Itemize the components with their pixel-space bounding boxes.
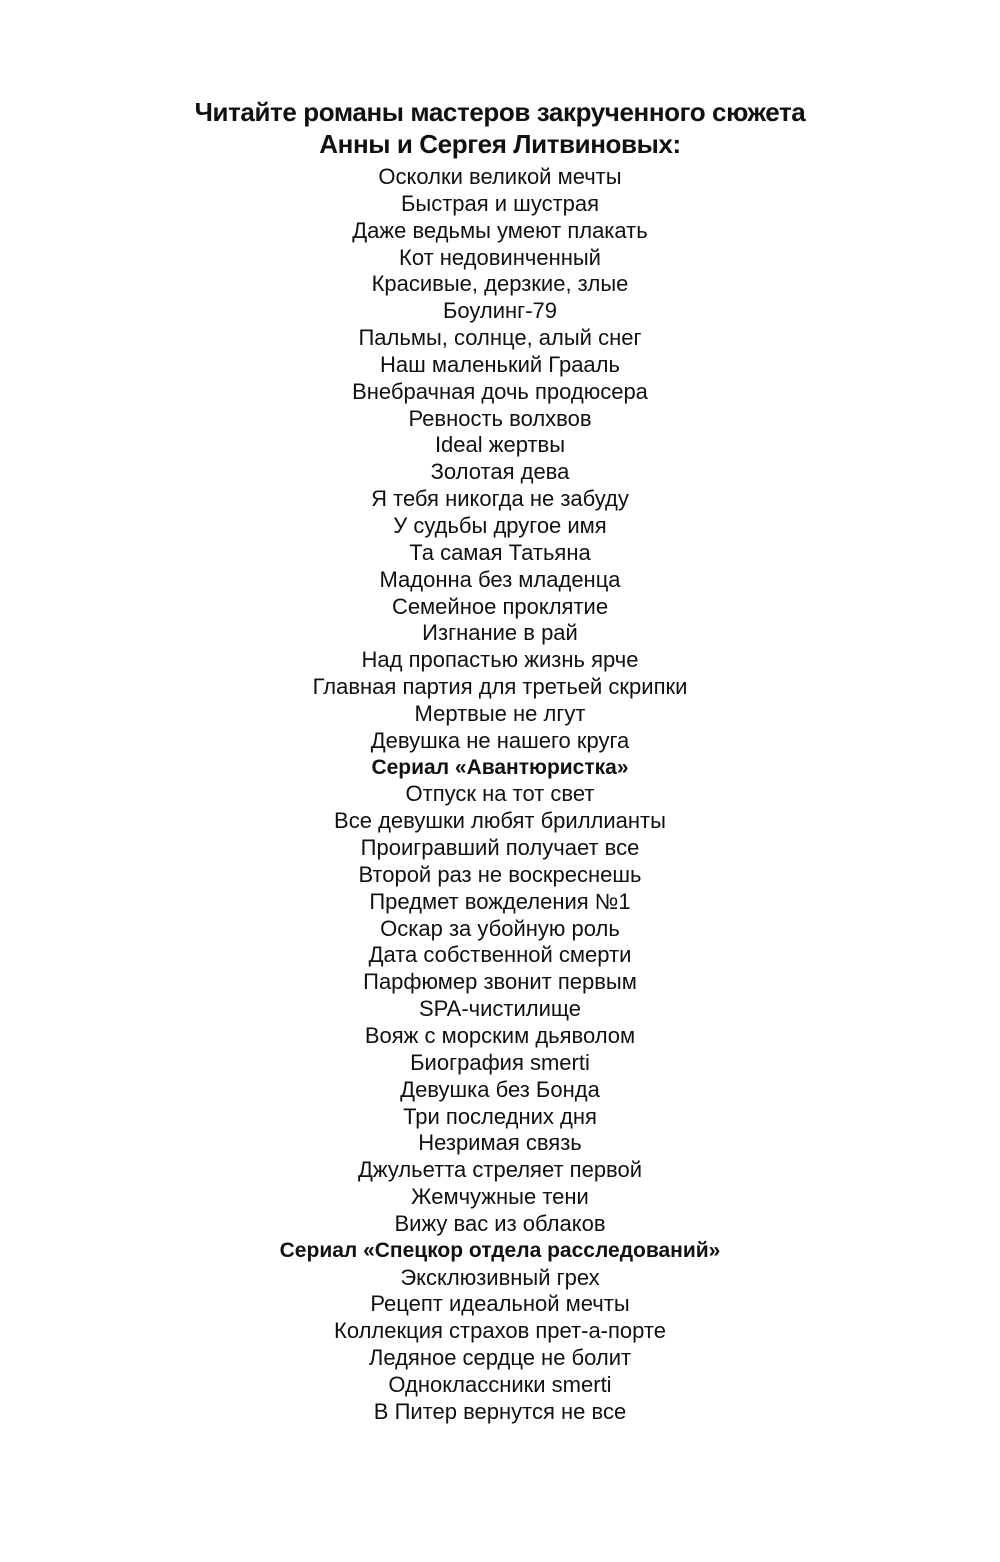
book-title: Три последних дня xyxy=(403,1103,597,1129)
book-title: Изгнание в рай xyxy=(422,620,578,646)
book-title: Парфюмер звонит первым xyxy=(363,969,637,995)
book-title: Отпуск на тот свет xyxy=(405,781,595,807)
book-title: Мертвые не лгут xyxy=(414,700,586,726)
book-title: Семейное проклятие xyxy=(391,593,609,619)
book-title: SPA-чистилище xyxy=(418,996,582,1022)
book-title: Предмет вожделения №1 xyxy=(369,888,631,914)
book-title: Ideal жертвы xyxy=(434,432,566,458)
book-title: Золотая дева xyxy=(430,459,570,485)
series-heading: Сериал «Спецкор отдела расследований» xyxy=(279,1238,721,1262)
book-title: Боулинг-79 xyxy=(442,298,558,324)
book-list-page xyxy=(0,96,1000,1426)
book-title: Оскар за убойную роль xyxy=(380,915,620,941)
book-title: Эксклюзивный грех xyxy=(400,1264,600,1290)
book-title: Главная партия для третьей скрипки xyxy=(312,674,688,700)
book-title: Девушка не нашего круга xyxy=(370,727,630,753)
book-title: Жемчужные тени xyxy=(411,1184,589,1210)
book-title: Мадонна без младенца xyxy=(379,566,621,592)
book-title: Даже ведьмы умеют плакать xyxy=(352,217,648,243)
heading-line-1: Читайте романы мастеров закрученного сюжета xyxy=(194,97,806,127)
book-title: Ревность волхвов xyxy=(408,405,592,431)
book-title: Коллекция страхов прет-а-порте xyxy=(334,1318,666,1344)
book-title: Пальмы, солнце, алый снег xyxy=(358,325,642,351)
book-title: Наш маленький Грааль xyxy=(380,351,620,377)
book-list xyxy=(0,164,1000,1426)
book-title: Биография smerti xyxy=(410,1049,590,1075)
book-title: Внебрачная дочь продюсера xyxy=(352,378,648,404)
heading-line-2: Анны и Сергея Литвиновых: xyxy=(319,129,681,159)
book-title: Я тебя никогда не забуду xyxy=(371,486,629,512)
book-title: Ледяное сердце не болит xyxy=(368,1345,632,1371)
book-title: Над пропастью жизнь ярче xyxy=(361,647,639,673)
book-title: Второй раз не воскреснешь xyxy=(358,861,642,887)
book-title: Вижу вас из облаков xyxy=(394,1210,606,1236)
book-title: Дата собственной смерти xyxy=(368,942,632,968)
book-title: Та самая Татьяна xyxy=(409,539,591,565)
book-title: Одноклассники smerti xyxy=(388,1371,612,1397)
book-title: Красивые, дерзкие, злые xyxy=(371,271,629,297)
book-title: Все девушки любят бриллианты xyxy=(334,808,666,834)
book-title: Кот недовинченный xyxy=(399,244,601,270)
book-title: В Питер вернутся не все xyxy=(373,1398,627,1424)
page-heading xyxy=(0,96,1000,160)
book-title: Незримая связь xyxy=(418,1130,582,1156)
book-title: Осколки великой мечты xyxy=(378,164,622,189)
book-title: Вояж с морским дьяволом xyxy=(364,1023,636,1048)
book-title: Быстрая и шустрая xyxy=(400,190,600,216)
book-title: Джульетта стреляет первой xyxy=(357,1157,643,1183)
book-title: Проигравший получает все xyxy=(360,835,640,861)
book-title: Рецепт идеальной мечты xyxy=(370,1291,630,1317)
book-title: Девушка без Бонда xyxy=(400,1076,600,1102)
book-title: У судьбы другое имя xyxy=(393,512,607,538)
series-heading: Сериал «Авантюристка» xyxy=(371,755,629,779)
